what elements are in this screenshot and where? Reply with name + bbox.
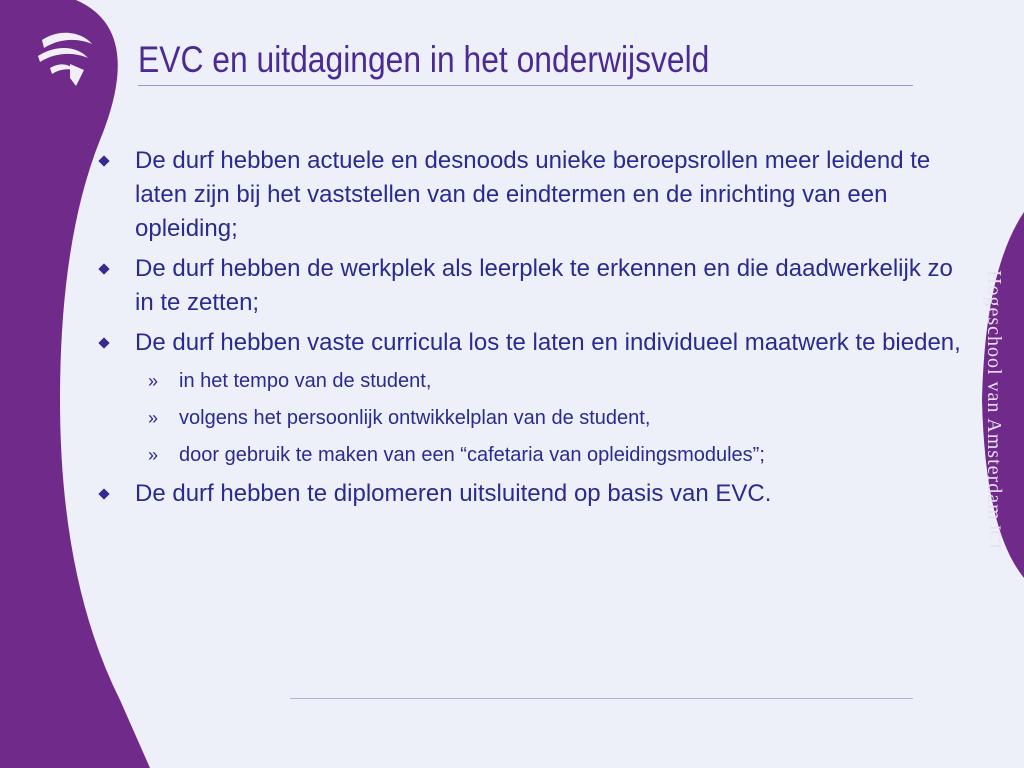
diamond-bullet-icon: [98, 488, 109, 499]
sub-bullet-item: [92, 440, 962, 470]
slide-title: EVC en uitdagingen in het onderwijsveld: [138, 39, 710, 80]
slide-content: [92, 144, 962, 517]
sub-bullet-marker: »: [148, 371, 159, 391]
institution-name: Hogeschool van Amsterdam: [983, 270, 1005, 521]
bullet-text: De durf hebben vaste curricula los te laten en individueel maatwerk te bieden,: [135, 329, 961, 356]
department-name: ICT: [986, 524, 1003, 551]
bullet-item: [92, 252, 962, 320]
sub-bullet-item: [92, 403, 962, 433]
diamond-bullet-icon: [98, 337, 109, 348]
footer-divider: [290, 698, 913, 699]
institution-vertical-label: [982, 270, 1005, 550]
bullet-item: [92, 326, 962, 360]
hva-wave-logo-icon: [30, 28, 100, 90]
sub-bullet-text: in het tempo van de student,: [179, 370, 432, 392]
sub-bullet-marker: »: [148, 408, 159, 428]
sub-bullet-text: volgens het persoonlijk ontwikkelplan van de student,: [179, 407, 651, 429]
bullet-text: De durf hebben actuele en desnoods unieke beroepsrollen meer leidend te laten zijn bij het vaststellen van de eindtermen en de inrichting van een opleiding;: [135, 147, 931, 242]
sub-bullet-marker: »: [148, 445, 159, 465]
sub-bullet-item: [92, 366, 962, 396]
bullet-item: [92, 477, 962, 511]
diamond-bullet-icon: [98, 263, 109, 274]
bullet-text: De durf hebben de werkplek als leerplek te erkennen en die daadwerkelijk zo in te zetten;: [135, 255, 953, 316]
bullet-text: De durf hebben te diplomeren uitsluitend op basis van EVC.: [135, 480, 772, 507]
bullet-item: [92, 144, 962, 246]
diamond-bullet-icon: [98, 155, 109, 166]
title-divider: [138, 85, 913, 86]
sub-bullet-text: door gebruik te maken van een “cafetaria van opleidingsmodules”;: [179, 444, 765, 466]
